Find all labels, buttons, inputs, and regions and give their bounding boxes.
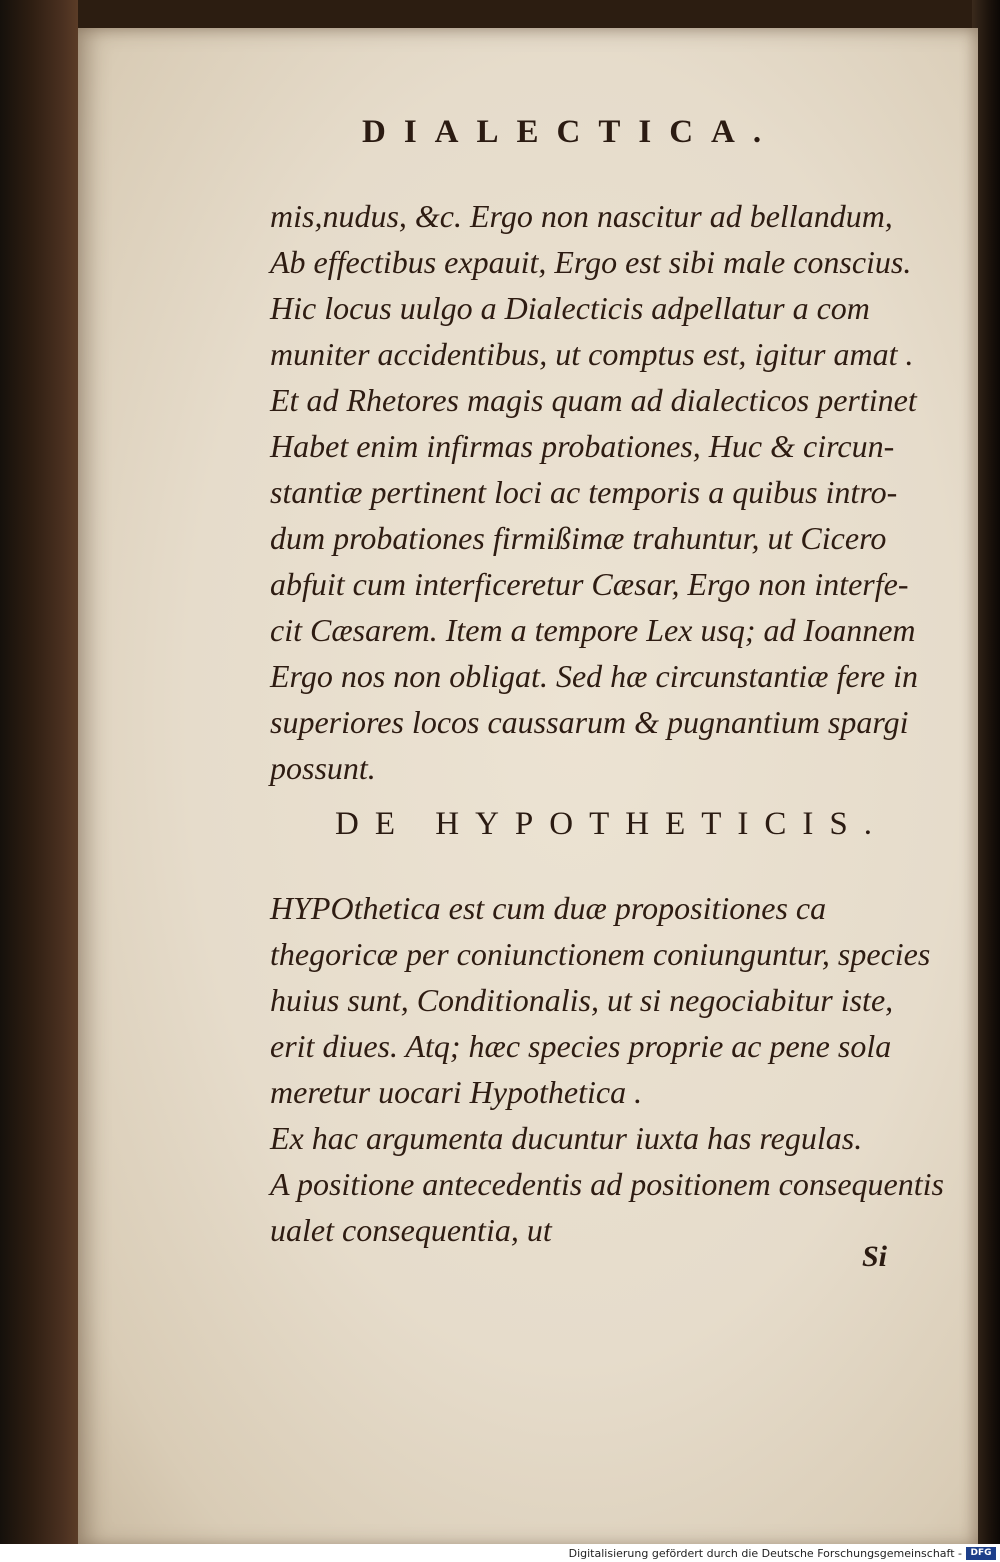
text-line: cit Cæsarem. Item a tempore Lex usq; ad Ioannem (270, 612, 916, 648)
text-line: Habet enim infirmas probationes, Huc & circun- (270, 428, 895, 464)
text-line: muniter accidentibus, ut comptus est, igitur amat . (270, 336, 914, 372)
text-line: A positione antecedentis ad positionem consequentis (270, 1166, 944, 1202)
text-line: erit diues. Atq; hæc species proprie ac pene sola (270, 1028, 892, 1064)
book-binding-edge (0, 0, 78, 1562)
text-line: Hic locus uulgo a Dialecticis adpellatur a com (270, 290, 870, 326)
text-line: superiores locos caussarum & pugnantium spargi (270, 704, 909, 740)
funding-credit: Digitalisierung gefördert durch die Deutsche Forschungsgemeinschaft - (568, 1547, 962, 1560)
section-heading: DE HYPOTHETICIS. (335, 806, 888, 842)
text-line: HYPOthetica est cum duæ propositiones ca (270, 890, 827, 926)
running-head: DIALECTICA. (362, 114, 780, 150)
text-line: Et ad Rhetores magis quam ad dialecticos pertinet (270, 382, 917, 418)
text-line: Ab effectibus expauit, Ergo est sibi male conscius. (270, 244, 912, 280)
text-line: ualet consequentia, ut (270, 1212, 552, 1248)
text-line: abfuit cum interficeretur Cæsar, Ergo non interfe- (270, 566, 909, 602)
catchword: Si (862, 1240, 888, 1273)
text-line: Ex hac argumenta ducuntur iuxta has regulas. (270, 1120, 863, 1156)
text-line: possunt. (270, 750, 376, 786)
text-line: thegoricæ per coniunctionem coniunguntur, species (270, 936, 931, 972)
text-line: meretur uocari Hypothetica . (270, 1074, 643, 1110)
dfg-logo-icon: DFG (966, 1547, 996, 1560)
text-line: mis,nudus, &c. Ergo non nascitur ad bellandum, (270, 198, 893, 234)
text-line: stantiæ pertinent loci ac temporis a quibus intro- (270, 474, 898, 510)
footer-bar (0, 1544, 1000, 1562)
text-line: dum probationes firmißimæ trahuntur, ut Cicero (270, 520, 887, 556)
text-line: huius sunt, Conditionalis, ut si negociabitur iste, (270, 982, 894, 1018)
text-line: Ergo nos non obligat. Sed hæ circunstantiæ fere in (270, 658, 918, 694)
